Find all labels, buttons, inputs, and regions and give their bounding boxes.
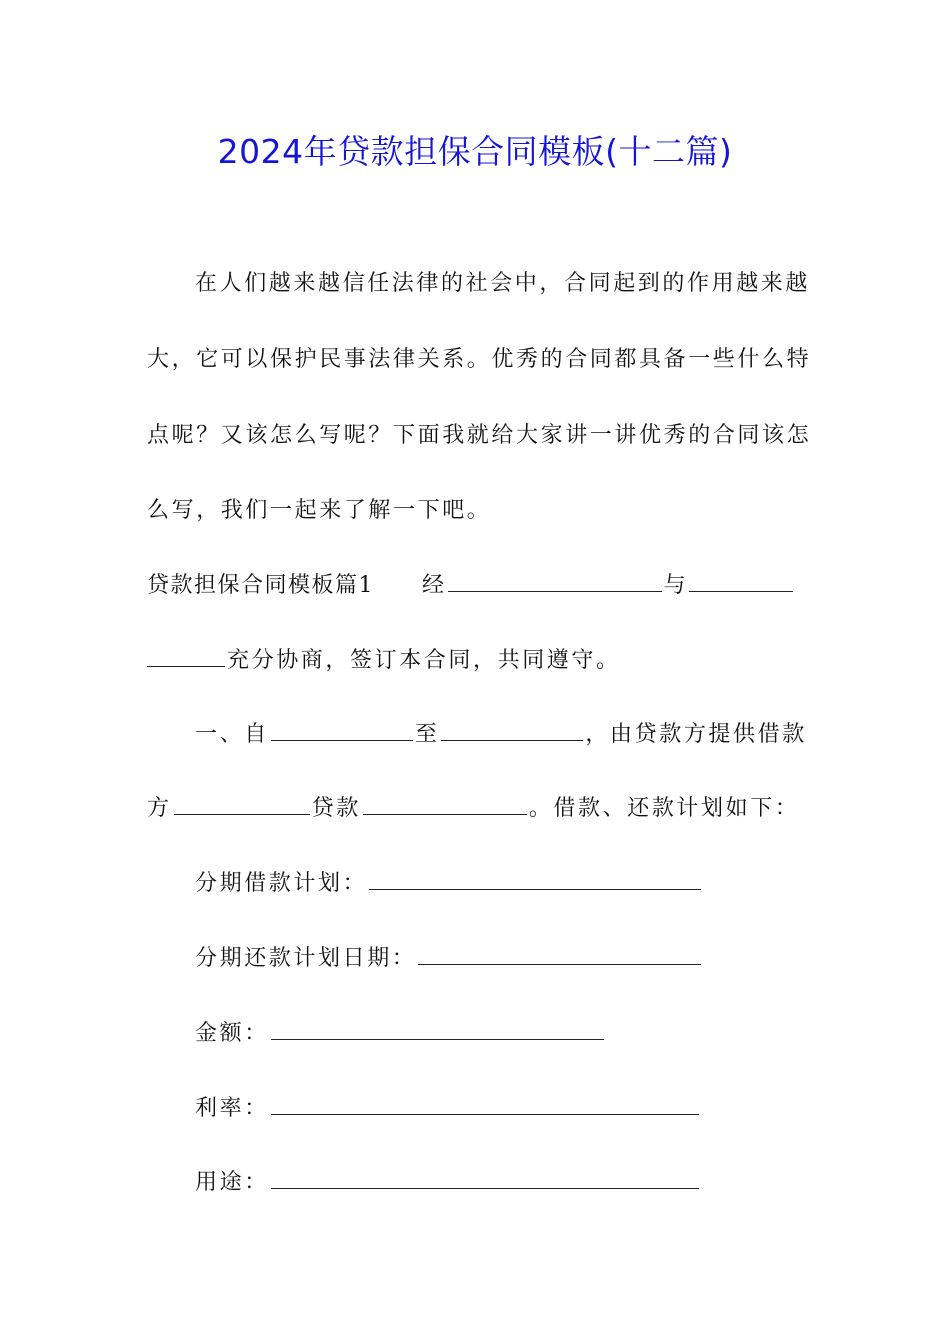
section-heading-line	[147, 569, 795, 603]
rate-blank[interactable]	[271, 1092, 699, 1115]
clause-1-line	[195, 718, 807, 752]
borrow-plan-blank[interactable]	[369, 867, 701, 890]
loan-amount-blank[interactable]	[363, 792, 527, 815]
repay-date-blank[interactable]	[418, 942, 701, 965]
intro-line-4: 么写，我们一起来了解一下吧。	[147, 498, 492, 523]
consult-text: 充分协商，签订本合同，共同遵守。	[227, 648, 621, 673]
amount-label: 金额：	[195, 1021, 269, 1046]
repay-date-label: 分期还款计划日期：	[195, 946, 417, 971]
section-heading: 贷款担保合同模板篇1	[147, 573, 374, 598]
document-title: 2024年贷款担保合同模板(十二篇)	[217, 132, 733, 171]
yu-text: 与	[663, 573, 688, 598]
clause-1-to: 至	[414, 722, 440, 747]
intro-line-3: 点呢？又该怎么写呢？下面我就给大家讲一讲优秀的合同该怎	[147, 423, 812, 448]
clause-1-lender: ，由贷款方提供借款	[585, 722, 807, 747]
jing-text: 经	[422, 573, 446, 598]
consult-line	[147, 644, 621, 678]
clause-1-start: 一、自	[195, 722, 269, 747]
intro-line-2: 大，它可以保护民事法律关系。优秀的合同都具备一些什么特	[147, 347, 812, 372]
clause-1-line-2	[147, 792, 799, 826]
purpose-blank[interactable]	[271, 1166, 699, 1189]
clause-1-fang: 方	[147, 796, 172, 821]
purpose-label: 用途：	[195, 1170, 269, 1195]
party-a-blank[interactable]	[448, 569, 662, 592]
amount-line	[195, 1017, 606, 1051]
intro-line-1: 在人们越来越信任法律的社会中，合同起到的作用越来越	[195, 271, 811, 296]
clause-1-daikuan: 贷款	[311, 796, 361, 821]
borrow-plan-label: 分期借款计划：	[195, 871, 368, 896]
clause-1-plan: 。借款、还款计划如下：	[528, 796, 800, 821]
amount-blank[interactable]	[271, 1017, 604, 1040]
party-b-blank[interactable]	[689, 569, 793, 592]
borrower-blank[interactable]	[174, 792, 310, 815]
borrow-plan-line	[195, 867, 703, 901]
rate-label: 利率：	[195, 1096, 269, 1121]
party-b-blank-cont[interactable]	[147, 644, 225, 667]
start-date-blank[interactable]	[271, 718, 413, 741]
repay-date-line	[195, 942, 703, 976]
end-date-blank[interactable]	[441, 718, 583, 741]
purpose-line	[195, 1166, 701, 1200]
rate-line	[195, 1092, 701, 1126]
